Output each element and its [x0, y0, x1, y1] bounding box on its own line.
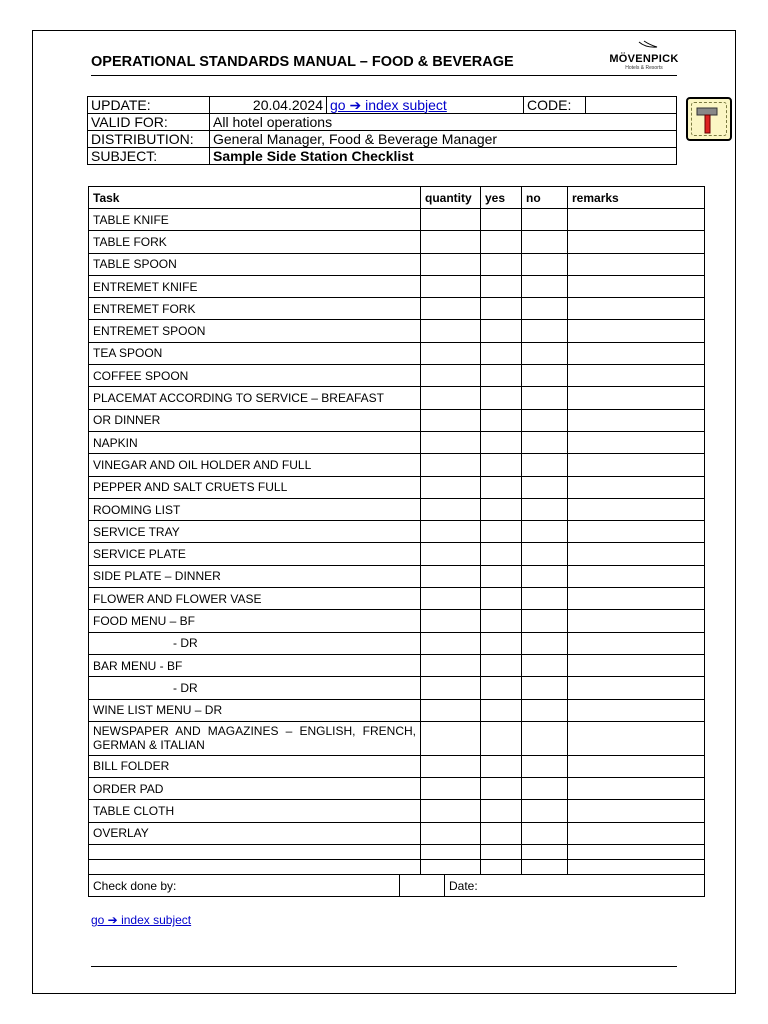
- remarks-cell[interactable]: [568, 755, 705, 777]
- remarks-cell[interactable]: [568, 476, 705, 498]
- column-header-remarks: remarks: [568, 187, 705, 209]
- column-header-task: Task: [89, 187, 421, 209]
- table-row: [89, 275, 705, 297]
- task-cell: PLACEMAT ACCORDING TO SERVICE – BREAFAST: [89, 387, 421, 409]
- task-cell[interactable]: [89, 845, 421, 860]
- yes-cell[interactable]: [481, 275, 522, 297]
- task-cell: ENTREMET SPOON: [89, 320, 421, 342]
- quantity-cell[interactable]: [421, 431, 481, 453]
- yes-cell[interactable]: [481, 476, 522, 498]
- table-row: [89, 677, 705, 699]
- table-row: [89, 610, 705, 632]
- quantity-cell[interactable]: [421, 454, 481, 476]
- update-value: 20.04.2024: [210, 97, 327, 114]
- quantity-cell[interactable]: [421, 498, 481, 520]
- remarks-cell[interactable]: [568, 454, 705, 476]
- no-cell[interactable]: [522, 654, 568, 676]
- task-cell: TABLE SPOON: [89, 253, 421, 275]
- table-row: [89, 755, 705, 777]
- no-cell[interactable]: [522, 275, 568, 297]
- quantity-cell[interactable]: [421, 298, 481, 320]
- remarks-cell[interactable]: [568, 231, 705, 253]
- yes-cell[interactable]: [481, 498, 522, 520]
- remarks-cell[interactable]: [568, 677, 705, 699]
- quantity-cell[interactable]: [421, 721, 481, 755]
- footer-index-subject-link[interactable]: go ➔ index subject: [91, 913, 192, 927]
- quantity-cell[interactable]: [421, 342, 481, 364]
- task-cell[interactable]: [89, 860, 421, 875]
- signature-row: [88, 874, 705, 897]
- no-cell[interactable]: [522, 454, 568, 476]
- task-cell: BILL FOLDER: [89, 755, 421, 777]
- no-cell[interactable]: [522, 476, 568, 498]
- table-row: [89, 521, 705, 543]
- no-cell[interactable]: [522, 610, 568, 632]
- hammer-icon: [686, 97, 732, 141]
- yes-cell[interactable]: [481, 209, 522, 231]
- remarks-cell[interactable]: [568, 822, 705, 844]
- remarks-cell[interactable]: [568, 387, 705, 409]
- code-label: CODE:: [524, 97, 586, 114]
- quantity-cell[interactable]: [421, 253, 481, 275]
- remarks-cell[interactable]: [568, 845, 705, 860]
- table-row: [89, 209, 705, 231]
- no-cell[interactable]: [522, 755, 568, 777]
- yes-cell[interactable]: [481, 699, 522, 721]
- yes-cell[interactable]: [481, 387, 522, 409]
- task-cell: COFFEE SPOON: [89, 365, 421, 387]
- remarks-cell[interactable]: [568, 800, 705, 822]
- remarks-cell[interactable]: [568, 721, 705, 755]
- task-cell: SERVICE PLATE: [89, 543, 421, 565]
- yes-cell[interactable]: [481, 409, 522, 431]
- remarks-cell[interactable]: [568, 431, 705, 453]
- column-header-quantity: quantity: [421, 187, 481, 209]
- quantity-cell[interactable]: [421, 365, 481, 387]
- remarks-cell[interactable]: [568, 543, 705, 565]
- table-row: [89, 699, 705, 721]
- quantity-cell[interactable]: [421, 565, 481, 587]
- task-cell: SIDE PLATE – DINNER: [89, 565, 421, 587]
- no-cell[interactable]: [522, 845, 568, 860]
- quantity-cell[interactable]: [421, 755, 481, 777]
- remarks-cell[interactable]: [568, 409, 705, 431]
- task-cell: WINE LIST MENU – DR: [89, 699, 421, 721]
- quantity-cell[interactable]: [421, 409, 481, 431]
- remarks-cell[interactable]: [568, 632, 705, 654]
- remarks-cell[interactable]: [568, 342, 705, 364]
- remarks-cell[interactable]: [568, 565, 705, 587]
- quantity-cell[interactable]: [421, 800, 481, 822]
- no-cell[interactable]: [522, 387, 568, 409]
- task-cell: NAPKIN: [89, 431, 421, 453]
- column-header-no: no: [522, 187, 568, 209]
- task-cell: TABLE KNIFE: [89, 209, 421, 231]
- no-cell[interactable]: [522, 565, 568, 587]
- title-rule: [91, 75, 677, 76]
- blank-row: [89, 860, 705, 875]
- task-cell: TABLE CLOTH: [89, 800, 421, 822]
- remarks-cell[interactable]: [568, 654, 705, 676]
- remarks-cell[interactable]: [568, 320, 705, 342]
- bottom-rule: [91, 966, 677, 967]
- yes-cell[interactable]: [481, 860, 522, 875]
- task-cell: - DR: [89, 632, 421, 654]
- table-row: [89, 654, 705, 676]
- quantity-cell[interactable]: [421, 209, 481, 231]
- yes-cell[interactable]: [481, 320, 522, 342]
- quantity-cell[interactable]: [421, 476, 481, 498]
- no-cell[interactable]: [522, 409, 568, 431]
- remarks-cell[interactable]: [568, 610, 705, 632]
- no-cell[interactable]: [522, 822, 568, 844]
- task-cell: FOOD MENU – BF: [89, 610, 421, 632]
- subject-value: Sample Side Station Checklist: [210, 148, 677, 165]
- quantity-cell[interactable]: [421, 610, 481, 632]
- check-done-by-field[interactable]: [400, 875, 445, 897]
- no-cell[interactable]: [522, 231, 568, 253]
- no-cell[interactable]: [522, 342, 568, 364]
- quantity-cell[interactable]: [421, 231, 481, 253]
- task-cell: SERVICE TRAY: [89, 521, 421, 543]
- document-meta-table: [87, 96, 677, 165]
- no-cell[interactable]: [522, 778, 568, 800]
- no-cell[interactable]: [522, 860, 568, 875]
- remarks-cell[interactable]: [568, 253, 705, 275]
- quantity-cell[interactable]: [421, 778, 481, 800]
- task-cell: - DR: [89, 677, 421, 699]
- date-label: Date:: [445, 875, 705, 897]
- table-row: [89, 476, 705, 498]
- yes-cell[interactable]: [481, 231, 522, 253]
- yes-cell[interactable]: [481, 543, 522, 565]
- no-cell[interactable]: [522, 431, 568, 453]
- table-row: [89, 298, 705, 320]
- logo-subtitle: Hotels & Resorts: [625, 65, 663, 71]
- yes-cell[interactable]: [481, 822, 522, 844]
- table-row: [89, 454, 705, 476]
- no-cell[interactable]: [522, 721, 568, 755]
- quantity-cell[interactable]: [421, 699, 481, 721]
- quantity-cell[interactable]: [421, 822, 481, 844]
- valid-for-label: VALID FOR:: [88, 114, 210, 131]
- table-row: [89, 409, 705, 431]
- yes-cell[interactable]: [481, 845, 522, 860]
- blank-row: [89, 845, 705, 860]
- distribution-value: General Manager, Food & Beverage Manager: [210, 131, 677, 148]
- yes-cell[interactable]: [481, 778, 522, 800]
- remarks-cell[interactable]: [568, 588, 705, 610]
- remarks-cell[interactable]: [568, 521, 705, 543]
- remarks-cell[interactable]: [568, 209, 705, 231]
- bird-icon: [638, 40, 658, 50]
- no-cell[interactable]: [522, 521, 568, 543]
- table-row: [89, 498, 705, 520]
- quantity-cell[interactable]: [421, 588, 481, 610]
- table-row: [89, 822, 705, 844]
- quantity-cell[interactable]: [421, 632, 481, 654]
- no-cell[interactable]: [522, 320, 568, 342]
- table-row: [89, 342, 705, 364]
- no-cell[interactable]: [522, 588, 568, 610]
- table-row: [89, 365, 705, 387]
- logo-name: MÖVENPICK: [609, 53, 679, 65]
- no-cell[interactable]: [522, 365, 568, 387]
- remarks-cell[interactable]: [568, 498, 705, 520]
- side-station-checklist: [88, 186, 705, 875]
- table-row: [89, 721, 705, 755]
- quantity-cell[interactable]: [421, 543, 481, 565]
- remarks-cell[interactable]: [568, 860, 705, 875]
- no-cell[interactable]: [522, 677, 568, 699]
- remarks-cell[interactable]: [568, 365, 705, 387]
- table-row: [89, 632, 705, 654]
- no-cell[interactable]: [522, 699, 568, 721]
- table-row: [89, 320, 705, 342]
- no-cell[interactable]: [522, 498, 568, 520]
- quantity-cell[interactable]: [421, 654, 481, 676]
- yes-cell[interactable]: [481, 454, 522, 476]
- no-cell[interactable]: [522, 800, 568, 822]
- yes-cell[interactable]: [481, 654, 522, 676]
- no-cell[interactable]: [522, 298, 568, 320]
- no-cell[interactable]: [522, 543, 568, 565]
- table-row: [89, 253, 705, 275]
- yes-cell[interactable]: [481, 632, 522, 654]
- yes-cell[interactable]: [481, 521, 522, 543]
- task-cell: BAR MENU - BF: [89, 654, 421, 676]
- task-cell: OVERLAY: [89, 822, 421, 844]
- yes-cell[interactable]: [481, 298, 522, 320]
- table-row: [89, 431, 705, 453]
- table-row: [89, 231, 705, 253]
- task-cell: TEA SPOON: [89, 342, 421, 364]
- quantity-cell[interactable]: [421, 387, 481, 409]
- task-cell: OR DINNER: [89, 409, 421, 431]
- yes-cell[interactable]: [481, 721, 522, 755]
- yes-cell[interactable]: [481, 342, 522, 364]
- code-value: [586, 97, 677, 114]
- quantity-cell[interactable]: [421, 860, 481, 875]
- quantity-cell[interactable]: [421, 845, 481, 860]
- yes-cell[interactable]: [481, 565, 522, 587]
- task-cell: TABLE FORK: [89, 231, 421, 253]
- table-row: [89, 387, 705, 409]
- table-row: [89, 588, 705, 610]
- quantity-cell[interactable]: [421, 521, 481, 543]
- quantity-cell[interactable]: [421, 275, 481, 297]
- remarks-cell[interactable]: [568, 778, 705, 800]
- distribution-label: DISTRIBUTION:: [88, 131, 210, 148]
- check-done-by-label: Check done by:: [89, 875, 400, 897]
- document-title: OPERATIONAL STANDARDS MANUAL – FOOD & BEVERAGE: [91, 54, 514, 70]
- index-subject-link[interactable]: go ➔ index subject: [330, 96, 447, 113]
- movenpick-logo: [608, 40, 680, 74]
- yes-cell[interactable]: [481, 365, 522, 387]
- no-cell[interactable]: [522, 632, 568, 654]
- quantity-cell[interactable]: [421, 320, 481, 342]
- column-header-yes: yes: [481, 187, 522, 209]
- remarks-cell[interactable]: [568, 699, 705, 721]
- task-cell: NEWSPAPER AND MAGAZINES – ENGLISH, FRENCH, GERMAN & ITALIAN: [89, 721, 421, 755]
- task-cell: FLOWER AND FLOWER VASE: [89, 588, 421, 610]
- task-cell: VINEGAR AND OIL HOLDER AND FULL: [89, 454, 421, 476]
- valid-for-value: All hotel operations: [210, 114, 677, 131]
- remarks-cell[interactable]: [568, 298, 705, 320]
- quantity-cell[interactable]: [421, 677, 481, 699]
- yes-cell[interactable]: [481, 800, 522, 822]
- task-cell: ENTREMET KNIFE: [89, 275, 421, 297]
- no-cell[interactable]: [522, 253, 568, 275]
- subject-label: SUBJECT:: [88, 148, 210, 165]
- table-row: [89, 778, 705, 800]
- update-label: UPDATE:: [88, 97, 210, 114]
- no-cell[interactable]: [522, 209, 568, 231]
- yes-cell[interactable]: [481, 253, 522, 275]
- task-cell: ORDER PAD: [89, 778, 421, 800]
- task-cell: PEPPER AND SALT CRUETS FULL: [89, 476, 421, 498]
- yes-cell[interactable]: [481, 755, 522, 777]
- yes-cell[interactable]: [481, 588, 522, 610]
- task-cell: ENTREMET FORK: [89, 298, 421, 320]
- remarks-cell[interactable]: [568, 275, 705, 297]
- table-row: [89, 565, 705, 587]
- task-cell: ROOMING LIST: [89, 498, 421, 520]
- yes-cell[interactable]: [481, 677, 522, 699]
- table-row: [89, 543, 705, 565]
- yes-cell[interactable]: [481, 610, 522, 632]
- yes-cell[interactable]: [481, 431, 522, 453]
- table-row: [89, 800, 705, 822]
